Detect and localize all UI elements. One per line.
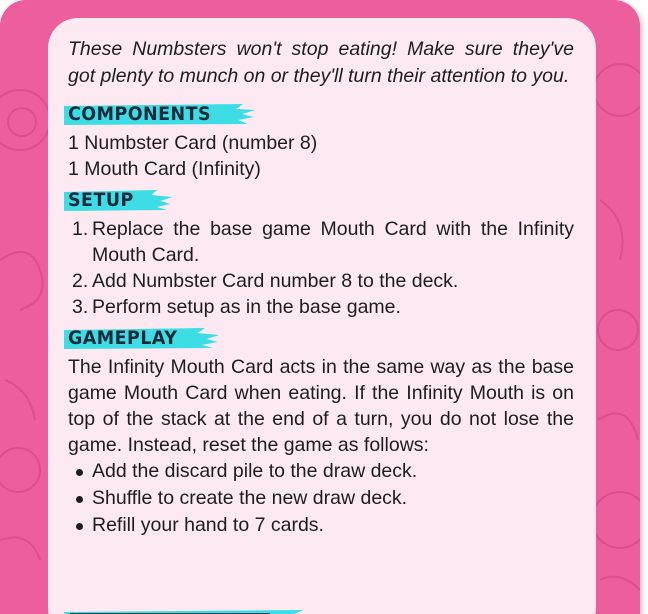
list-item: 2. Add Numbster Card number 8 to the deck.	[72, 270, 459, 292]
component-item: 1 Numbster Card (number 8)	[68, 132, 318, 154]
gameplay-heading: GAMEPLAY	[64, 324, 221, 352]
component-item: 1 Mouth Card (Infinity)	[68, 158, 261, 180]
setup-heading: SETUP	[64, 186, 173, 214]
components-heading: COMPONENTS	[64, 100, 258, 128]
list-item: 1. Replace the base game Mouth Card with the Infinity Mouth Card.	[72, 218, 574, 266]
list-item: Shuffle to create the new draw deck.	[68, 485, 574, 512]
list-item: Add the discard pile to the draw deck.	[68, 458, 574, 485]
setup-steps	[68, 216, 574, 320]
list-item: Refill your hand to 7 cards.	[68, 512, 574, 539]
cut-off-heading	[64, 606, 334, 614]
gameplay-text: The Infinity Mouth Card acts in the same way as the base game Mouth Card when eating. If the Infinity Mouth is on top of the stack at the end of a turn, you do not lose the game. Instead, reset the game as follows:	[68, 356, 574, 456]
intro-text: These Numbsters won't stop eating! Make sure they've got plenty to munch on or they'll turn their attention to you.	[68, 38, 574, 87]
list-item: 3. Perform setup as in the base game.	[72, 296, 401, 318]
reset-steps	[68, 458, 574, 539]
rules-panel	[48, 18, 596, 614]
